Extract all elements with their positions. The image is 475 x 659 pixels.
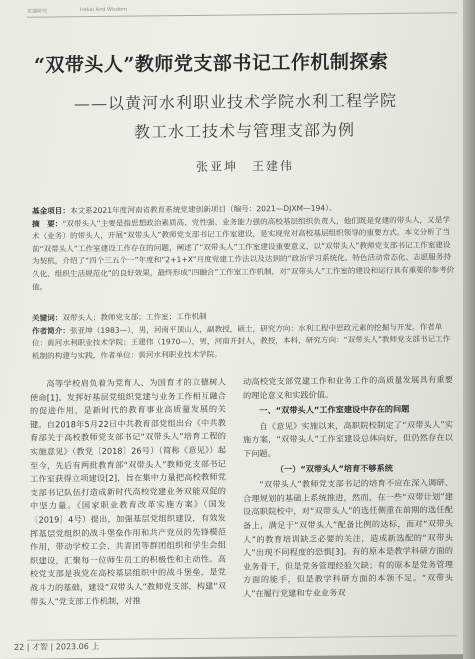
- page-footer: [14, 641, 99, 653]
- section-paragraph: 自《意见》实施以来，高职院校制定了“双带头人”实施方案，“双带头人”工作室建设总体向好，但仍然存在以下问题。: [243, 419, 453, 459]
- issue-date: 2023.06 上: [55, 641, 100, 652]
- page-number: 22: [14, 642, 25, 652]
- body-column-right: [243, 373, 453, 601]
- subsection-heading: （一）“双带头人”培育不够系统: [275, 462, 393, 474]
- meta-block: [32, 308, 456, 363]
- bio-text: 张亚坤（1983—），男，河南平顶山人，副教授，硕士，研究方向：水利工程中思政元素的挖掘与开发。作者单位：黄河水利职业技术学院；王建伟（1970—），男，河南开封人，教授，本科，研究方向：“双带头人”教师党支部书记工作机制的构建与实践，作者单位：黄河水利职业技术学院。: [32, 321, 451, 361]
- article-subtitle-line2: 教工水工技术与管理支部为例: [134, 120, 356, 142]
- abstract-block: [32, 201, 456, 294]
- article-title: “双带头人”教师党支部书记工作机制探索: [34, 50, 389, 77]
- keywords-text: 双带头人；教师党支部；工作室；工作机制: [62, 311, 207, 323]
- column-tag-english: Hekai And Wisdom: [80, 6, 127, 14]
- column-tag: 党建研究: [27, 8, 48, 15]
- bio-label: 作者简介：: [32, 325, 70, 336]
- page-edge-shadow: [463, 0, 475, 659]
- abstract-paragraph: [32, 214, 456, 294]
- body-paragraph-continued: 动高校党支部党建工作和业务工作的高质量发展具有重要的理论意义和实践价值。: [243, 374, 453, 401]
- keywords-label: 关键词：: [32, 313, 63, 323]
- authors: 张亚坤 王建伟: [196, 158, 295, 174]
- abstract-text: “双带头人”主要是指思想政治素质高、党性强、业务能力强的高校基层组织负责人，他们既是党建的带头人，又是学术（业务）的带头人，开展“双带头人”教师党支部书记工作室建设，是实现党对高校基层组织领导的重要方式。本文分析了当前“双带头人”工作室建设工作存在的问题，阐述了“双带头人”工作室建设重要意义，以“双带头人”教师党支部书记工作室建设为契机，介绍了“四个三五个一”年度和“2+1+X”月度党建工作法以及达到的“政治学习系统化、特色活动常态化、志愿服务持久化、组织生活规范化”的良好效果，最终形成“四融合”工作室工作机制，对“双带头人”工作室的建设和运行具有重要的参考价值。: [32, 214, 455, 292]
- body-column-left: [30, 376, 226, 609]
- abstract-label: 摘 要：: [32, 218, 63, 229]
- journal-name: 才智: [31, 642, 48, 652]
- footer-divider: |: [50, 642, 56, 652]
- article-subtitle-line1: ——以黄河水利职业技术学院水利工程学院: [74, 90, 398, 114]
- author-bio: [32, 321, 456, 363]
- footer-divider: |: [26, 642, 32, 652]
- body-paragraph: 高等学校肩负着为党育人、为国育才的立德树人使命[1]。发挥好基层党组织党建与业务工作相互融合的促进作用，是新时代的教育事业高质量发展的关键。自2018年5月22日中共教育部党组出台《中共教育部关于高校教师党支部书记“双带头人”培育工程的实施意见》（教党〔2018〕26号）（简称《意见》）起至今，先后有两批教育部“双带头人”教师党支部书记工作室获得立项建设[2]，旨在集中力量把高校教师党支部书记队伍打造成新时代高校党建业务双能双促的中坚力量。《国家职业教育改革实施方案》（国发〔2019〕4号）提出，加强基层党组织建设，有效发挥基层党组织的战斗堡垒作用和共产党员的先锋模范作用，带动学校工会、共青团等群团组织和学生会组织建设，汇聚每一位师生员工的积极性和主动性。高校党支部是我党在高校基层组织中的战斗堡垒，是党战斗力的基础，建设“双带头人”教师党支部，构建“双带头人”党支部工作机制，对推: [30, 376, 226, 607]
- footer-rule: [27, 635, 457, 641]
- fund-text: 本文系2021年度河南省教育系统党建创新项目（编号：2021—DJXM—194）。: [69, 203, 337, 216]
- fund-label: 基金项目：: [32, 206, 70, 216]
- subsection-paragraph: “双带头人”教师党支部书记的培育不应在深入调研、合理规划的基础上系统推进，然而，在一些“双带计划”建设高职院校中，对“双带头人”的选任侧重在前期的选任配备上，满足于“双带头人”配备比例的达标，而对“双带头人”的教育培训缺乏必要的关注，造成新选配的“双带头人”出现不同程度的恐惧[3]。有的原本是教学科研方面的业务骨干，但是党务管理经验欠缺；有的原本是党务管理方面的能手，但是教学科研方面的本领不足。“双带头人”在履行党建和专业业务双: [243, 477, 453, 599]
- section-heading: 一、“双带头人”工作室建设中存在的问题: [259, 403, 410, 416]
